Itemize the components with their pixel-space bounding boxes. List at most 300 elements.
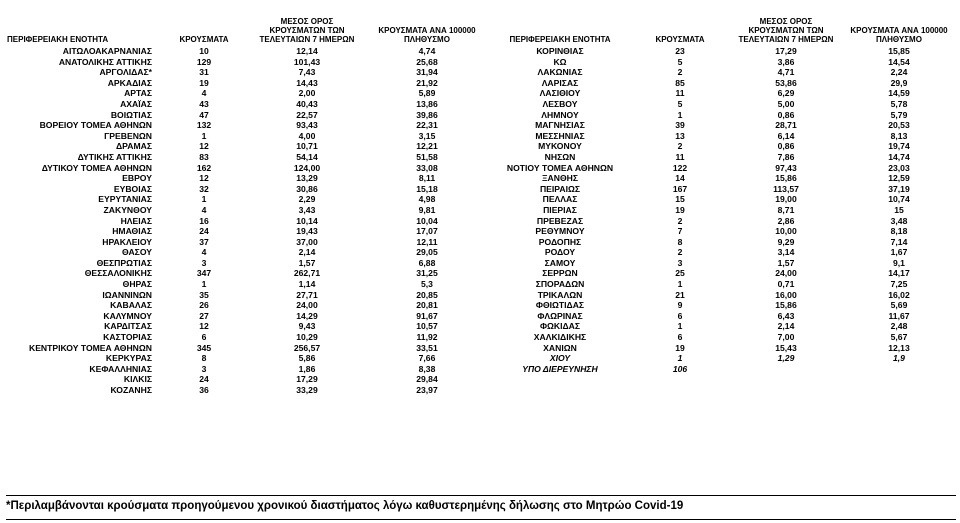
cell-7day-average: 2,14 — [777, 321, 795, 332]
cell-cases: 6 — [677, 332, 683, 343]
cell-cases: 3 — [677, 257, 683, 268]
cell-7day-average: 14,43 — [296, 77, 318, 88]
cell-7day-average: 4,00 — [298, 130, 316, 141]
table-row — [6, 46, 492, 57]
cell-cases: 6 — [201, 332, 207, 343]
cell-7day-average: 10,29 — [296, 332, 318, 343]
table-row — [490, 300, 956, 311]
cell-region: ΧΑΝΙΩΝ — [543, 342, 577, 353]
cell-7day-average: 2,29 — [298, 194, 316, 205]
cell-cases-per-100k: 9,81 — [418, 204, 436, 215]
cell-region: ΧΙΟΥ — [549, 353, 571, 364]
cell-region: ΠΡΕΒΕΖΑΣ — [536, 215, 584, 226]
cell-region: ΣΑΜΟΥ — [544, 257, 576, 268]
cell-region: ΗΡΑΚΛΕΙΟΥ — [102, 236, 152, 247]
cell-cases-per-100k: 8,13 — [890, 130, 908, 141]
cell-cases: 11 — [675, 151, 685, 162]
cell-region: ΦΛΩΡΙΝΑΣ — [537, 310, 583, 321]
table-row — [490, 110, 956, 121]
cell-cases: 132 — [196, 120, 212, 131]
cell-7day-average: 5,86 — [298, 353, 316, 364]
cell-cases: 24 — [199, 226, 209, 237]
cell-cases: 19 — [675, 342, 685, 353]
cell-cases: 10 — [199, 46, 209, 56]
cell-region: ΛΑΡΙΣΑΣ — [541, 77, 579, 88]
cell-cases: 8 — [677, 236, 683, 247]
cell-cases-per-100k: 39,86 — [416, 109, 438, 120]
table-row — [6, 88, 492, 99]
cell-cases: 106 — [672, 363, 688, 374]
cell-region: ΡΕΘΥΜΝΟΥ — [535, 226, 585, 237]
cell-region: ΑΡΤΑΣ — [124, 88, 152, 99]
cell-region: ΚΩ — [553, 56, 567, 67]
cell-cases-per-100k: 3,48 — [890, 215, 908, 226]
cell-cases-per-100k: 5,3 — [421, 279, 433, 290]
table-row — [490, 78, 956, 89]
cell-7day-average: 6,29 — [777, 88, 795, 99]
cell-region: ΦΘΙΩΤΙΔΑΣ — [535, 300, 585, 311]
cell-region: ΔΡΑΜΑΣ — [116, 141, 152, 152]
table-row — [6, 364, 492, 375]
cell-region: ΠΕΛΛΑΣ — [542, 194, 578, 205]
header-cases: ΚΡΟΥΣΜΑΤΑ — [179, 35, 229, 44]
cell-cases: 122 — [672, 162, 688, 173]
cell-7day-average: 54,14 — [296, 151, 318, 162]
cell-cases: 9 — [677, 300, 683, 311]
cell-cases: 11 — [675, 88, 685, 99]
table-row — [490, 67, 956, 78]
cell-cases: 26 — [199, 300, 209, 311]
cell-cases-per-100k: 12,21 — [416, 141, 438, 152]
table-row — [6, 353, 492, 364]
table-row — [6, 67, 492, 78]
cell-cases-per-100k: 19,74 — [888, 141, 910, 152]
cell-cases: 129 — [196, 56, 212, 67]
cell-7day-average: 19,43 — [296, 226, 318, 237]
table-row — [490, 194, 956, 205]
cell-7day-average: 19,00 — [775, 194, 797, 205]
cell-7day-average: 1,86 — [298, 363, 316, 374]
footnote: *Περιλαμβάνονται κρούσματα προηγούμενου χρονικού διαστήματος λόγω καθυστερημένης δήλωσης στο Μητρώο Covid-19 — [6, 500, 684, 512]
cell-cases: 6 — [677, 310, 683, 321]
cell-cases-per-100k: 9,1 — [893, 257, 905, 268]
table-row — [490, 173, 956, 184]
cell-7day-average: 124,00 — [293, 162, 321, 173]
cell-cases: 83 — [199, 151, 209, 162]
cell-cases: 7 — [677, 226, 683, 237]
cell-cases: 2 — [677, 215, 683, 226]
cell-cases: 35 — [199, 289, 209, 300]
cell-cases-per-100k: 15,18 — [416, 183, 438, 194]
cell-cases-per-100k: 5,78 — [890, 98, 908, 109]
cell-cases: 345 — [196, 342, 212, 353]
cell-7day-average: 1,14 — [298, 279, 316, 290]
table-row — [490, 141, 956, 152]
cases-table-left — [6, 6, 492, 396]
cell-cases-per-100k: 7,14 — [890, 236, 908, 247]
cell-cases-per-100k: 14,54 — [888, 56, 910, 67]
cell-7day-average: 53,86 — [775, 77, 797, 88]
cell-cases: 36 — [199, 385, 209, 395]
table-row — [6, 311, 492, 322]
cell-region: ΓΡΕΒΕΝΩΝ — [104, 130, 152, 141]
cell-region: ΕΥΒΟΙΑΣ — [113, 183, 152, 194]
cell-7day-average: 10,14 — [296, 215, 318, 226]
cell-cases: 4 — [201, 204, 207, 215]
cell-7day-average: 3,14 — [777, 247, 795, 258]
cell-7day-average: 2,86 — [777, 215, 795, 226]
cell-7day-average: 7,00 — [777, 332, 795, 343]
cell-cases-per-100k: 91,67 — [416, 310, 438, 321]
cell-region: ΡΟΔΟΥ — [544, 247, 576, 258]
cell-cases-per-100k: 5,89 — [418, 88, 436, 99]
cell-region: ΛΑΚΩΝΙΑΣ — [537, 67, 583, 78]
cell-region: ΔΥΤΙΚΗΣ ΑΤΤΙΚΗΣ — [77, 151, 152, 162]
cell-cases-per-100k: 7,25 — [890, 279, 908, 290]
cell-cases-per-100k: 5,79 — [890, 109, 908, 120]
cell-7day-average: 4,71 — [777, 67, 795, 78]
cell-7day-average: 0,86 — [777, 109, 795, 120]
table-row — [490, 88, 956, 99]
cell-7day-average: 2,00 — [298, 88, 316, 99]
table-row — [490, 311, 956, 322]
cell-cases: 15 — [675, 194, 685, 205]
cell-cases-per-100k: 20,81 — [416, 300, 438, 311]
cell-cases-per-100k: 5,67 — [890, 332, 908, 343]
cell-7day-average: 15,86 — [775, 173, 797, 184]
cell-cases-per-100k: 20,85 — [416, 289, 438, 300]
cell-cases: 1 — [677, 353, 683, 364]
cell-cases: 16 — [199, 215, 209, 226]
cell-cases: 5 — [677, 56, 683, 67]
table-row — [6, 279, 492, 290]
cell-cases: 1 — [201, 279, 207, 290]
cell-cases-per-100k: 10,57 — [416, 321, 438, 332]
cell-cases: 12 — [199, 141, 209, 152]
cell-cases: 12 — [199, 321, 209, 332]
table-row — [6, 57, 492, 68]
cell-7day-average: 10,71 — [296, 141, 318, 152]
footnote-divider-bottom — [6, 519, 956, 520]
cell-cases-per-100k: 15,85 — [888, 46, 910, 56]
cell-cases-per-100k: 10,74 — [888, 194, 910, 205]
table-row — [490, 120, 956, 131]
cell-cases-per-100k: 12,59 — [888, 173, 910, 184]
cell-cases: 25 — [675, 268, 685, 279]
table-row — [490, 152, 956, 163]
cell-cases-per-100k: 8,18 — [890, 226, 908, 237]
cell-region: ΣΕΡΡΩΝ — [542, 268, 578, 279]
cell-cases-per-100k: 33,51 — [416, 342, 438, 353]
cell-region: ΙΩΑΝΝΙΝΩΝ — [102, 289, 152, 300]
table-row — [490, 131, 956, 142]
cell-cases-per-100k: 4,98 — [418, 194, 436, 205]
cell-7day-average: 1,57 — [777, 257, 795, 268]
cell-7day-average: 40,43 — [296, 98, 318, 109]
cell-7day-average: 7,86 — [777, 151, 795, 162]
cell-7day-average: 1,57 — [298, 257, 316, 268]
cell-cases: 5 — [677, 98, 683, 109]
cell-cases-per-100k: 20,53 — [888, 120, 910, 131]
table-row — [490, 353, 956, 364]
cell-cases: 23 — [675, 46, 685, 56]
header-cases-per-100k: ΚΡΟΥΣΜΑΤΑ ΑΝΑ 100000 ΠΛΗΘΥΣΜΟ — [850, 26, 948, 44]
cell-cases-per-100k: 14,59 — [888, 88, 910, 99]
cell-cases: 4 — [201, 247, 207, 258]
cell-7day-average: 93,43 — [296, 120, 318, 131]
cell-cases-per-100k: 1,67 — [890, 247, 908, 258]
table-row — [6, 374, 492, 385]
cell-region: ΦΩΚΙΔΑΣ — [539, 321, 581, 332]
cell-7day-average: 1,29 — [777, 353, 795, 364]
cell-7day-average: 15,43 — [775, 342, 797, 353]
cell-region: ΚΟΖΑΝΗΣ — [110, 385, 152, 395]
table-row — [6, 141, 492, 152]
cell-7day-average: 37,00 — [296, 236, 318, 247]
cell-region: ΚΑΡΔΙΤΣΑΣ — [104, 321, 152, 332]
cell-region: ΗΛΕΙΑΣ — [120, 215, 152, 226]
cell-cases-per-100k: 29,9 — [890, 77, 908, 88]
cell-region: ΝΗΣΩΝ — [544, 151, 576, 162]
table-row — [6, 131, 492, 142]
cell-region: ΛΑΣΙΘΙΟΥ — [539, 88, 581, 99]
cell-7day-average: 15,86 — [775, 300, 797, 311]
table-row — [6, 247, 492, 258]
cell-region: ΚΕΡΚΥΡΑΣ — [105, 353, 152, 364]
table-row — [490, 57, 956, 68]
cell-cases: 2 — [677, 247, 683, 258]
table-row — [6, 237, 492, 248]
cell-cases: 3 — [201, 257, 207, 268]
table-row — [6, 226, 492, 237]
table-row — [490, 247, 956, 258]
cell-cases: 1 — [677, 279, 683, 290]
table-row — [490, 46, 956, 57]
cell-cases: 47 — [199, 109, 209, 120]
cell-7day-average: 8,71 — [777, 204, 795, 215]
cell-cases-per-100k: 7,66 — [418, 353, 436, 364]
table-row — [490, 163, 956, 174]
cell-region: ΔΥΤΙΚΟΥ ΤΟΜΕΑ ΑΘΗΝΩΝ — [41, 162, 152, 173]
footnote-divider-top — [6, 495, 956, 496]
cell-cases-per-100k: 10,04 — [416, 215, 438, 226]
cell-7day-average: 14,29 — [296, 310, 318, 321]
cell-cases: 167 — [672, 183, 688, 194]
cell-7day-average: 256,57 — [293, 342, 321, 353]
table-row — [6, 163, 492, 174]
cell-cases: 1 — [677, 321, 683, 332]
table-row — [6, 194, 492, 205]
cell-region: ΚΙΛΚΙΣ — [123, 374, 152, 385]
cell-region: ΠΙΕΡΙΑΣ — [543, 204, 577, 215]
table-row — [6, 321, 492, 332]
table-row — [6, 290, 492, 301]
cell-region: ΜΕΣΣΗΝΙΑΣ — [535, 130, 585, 141]
cell-region: ΘΕΣΠΡΩΤΙΑΣ — [96, 257, 152, 268]
cell-cases: 43 — [199, 98, 209, 109]
cell-cases: 27 — [199, 310, 209, 321]
cell-region: ΛΗΜΝΟΥ — [541, 109, 579, 120]
cell-7day-average: 12,14 — [296, 46, 318, 56]
cell-cases: 24 — [199, 374, 209, 385]
table-row — [490, 332, 956, 343]
header-7day-average: ΜΕΣΟΣ ΟΡΟΣ ΚΡΟΥΣΜΑΤΩΝ ΤΩΝ ΤΕΛΕΥΤΑΙΩΝ 7 ΗΜΕΡΩΝ — [259, 17, 355, 44]
cell-region: ΣΠΟΡΑΔΩΝ — [535, 279, 585, 290]
cell-cases: 1 — [201, 194, 207, 205]
cell-cases: 13 — [675, 130, 685, 141]
cell-cases: 4 — [201, 88, 207, 99]
cell-cases-per-100k: 33,08 — [416, 162, 438, 173]
cell-7day-average: 16,00 — [775, 289, 797, 300]
cell-cases-per-100k: 31,25 — [416, 268, 438, 279]
cell-cases-per-100k: 8,38 — [418, 363, 436, 374]
table-row — [490, 258, 956, 269]
cell-region: ΚΟΡΙΝΘΙΑΣ — [536, 46, 584, 56]
cell-7day-average: 2,14 — [298, 247, 316, 258]
cell-cases-per-100k: 13,86 — [416, 98, 438, 109]
cell-cases: 1 — [201, 130, 207, 141]
table-row — [490, 279, 956, 290]
cell-cases-per-100k: 37,19 — [888, 183, 910, 194]
cell-7day-average: 7,43 — [298, 67, 316, 78]
cell-7day-average — [730, 364, 842, 375]
cell-cases-per-100k: 3,15 — [418, 130, 436, 141]
cell-cases-per-100k: 2,24 — [890, 67, 908, 78]
cell-cases-per-100k: 5,69 — [890, 300, 908, 311]
cell-cases-per-100k: 1,9 — [893, 353, 905, 364]
cell-7day-average: 3,86 — [777, 56, 795, 67]
cell-cases: 347 — [196, 268, 212, 279]
cell-7day-average: 9,43 — [298, 321, 316, 332]
cell-region: ΒΟΙΩΤΙΑΣ — [110, 109, 152, 120]
cell-cases: 12 — [199, 173, 209, 184]
table-row — [6, 205, 492, 216]
cell-region: ΗΜΑΘΙΑΣ — [112, 226, 152, 237]
cell-region: ΧΑΛΚΙΔΙΚΗΣ — [533, 332, 587, 343]
cell-7day-average: 6,43 — [777, 310, 795, 321]
table-row — [6, 78, 492, 89]
table-row — [6, 343, 492, 354]
cell-region: ΑΙΤΩΛΟΑΚΑΡΝΑΝΙΑΣ — [62, 46, 152, 56]
cell-region: ΑΧΑΪΑΣ — [120, 98, 152, 109]
table-row — [6, 258, 492, 269]
cell-region: ΑΝΑΤΟΛΙΚΗΣ ΑΤΤΙΚΗΣ — [58, 56, 152, 67]
header-region: ΠΕΡΙΦΕΡΕΙΑΚΗ ΕΝΟΤΗΤΑ — [7, 35, 109, 44]
cell-cases: 162 — [196, 162, 212, 173]
cell-cases: 39 — [675, 120, 685, 131]
cell-region: ΘΑΣΟΥ — [122, 247, 152, 258]
cell-region: ΚΑΛΥΜΝΟΥ — [103, 310, 152, 321]
cell-cases-per-100k: 29,84 — [416, 374, 438, 385]
cell-region: ΖΑΚΥΝΘΟΥ — [103, 204, 152, 215]
cell-cases: 14 — [675, 173, 685, 184]
cell-region: ΒΟΡΕΙΟΥ ΤΟΜΕΑ ΑΘΗΝΩΝ — [39, 120, 152, 131]
cell-cases: 2 — [677, 141, 683, 152]
table-row — [490, 321, 956, 332]
cell-region: ΜΥΚΟΝΟΥ — [538, 141, 582, 152]
table-row — [490, 268, 956, 279]
cell-cases-per-100k: 4,74 — [418, 46, 436, 56]
cell-cases: 3 — [201, 363, 207, 374]
cell-7day-average: 97,43 — [775, 162, 797, 173]
cell-region: ΝΟΤΙΟΥ ΤΟΜΕΑ ΑΘΗΝΩΝ — [506, 162, 614, 173]
cell-cases: 2 — [677, 67, 683, 78]
cell-cases-per-100k: 14,74 — [888, 151, 910, 162]
cell-cases-per-100k: 23,03 — [888, 162, 910, 173]
cell-region: ΕΒΡΟΥ — [122, 173, 152, 184]
table-row — [6, 120, 492, 131]
cell-cases-per-100k: 11,67 — [888, 310, 910, 321]
table-row — [6, 300, 492, 311]
cell-cases-per-100k: 12,11 — [416, 236, 438, 247]
cell-region: ΥΠΟ ΔΙΕΡΕΥΝΗΣΗ — [522, 363, 598, 374]
table-header-row — [6, 6, 492, 46]
cell-7day-average: 24,00 — [775, 268, 797, 279]
header-cases-per-100k: ΚΡΟΥΣΜΑΤΑ ΑΝΑ 100000 ΠΛΗΘΥΣΜΟ — [378, 26, 476, 44]
cell-region: ΚΕΦΑΛΛΗΝΙΑΣ — [89, 363, 152, 374]
cell-cases-per-100k: 16,02 — [888, 289, 910, 300]
table-row — [6, 268, 492, 279]
cell-region: ΞΑΝΘΗΣ — [542, 173, 578, 184]
cell-cases: 19 — [199, 77, 209, 88]
cell-7day-average: 13,29 — [296, 173, 318, 184]
cell-cases-per-100k: 6,88 — [418, 257, 436, 268]
table-row — [490, 184, 956, 195]
cell-7day-average: 6,14 — [777, 130, 795, 141]
cell-cases-per-100k: 15 — [894, 204, 904, 215]
cell-cases-per-100k: 31,94 — [416, 67, 438, 78]
cell-cases-per-100k: 51,58 — [416, 151, 438, 162]
header-cases: ΚΡΟΥΣΜΑΤΑ — [655, 35, 705, 44]
table-row — [6, 216, 492, 227]
cell-cases-per-100k: 25,68 — [416, 56, 438, 67]
table-row — [6, 385, 492, 396]
cell-region: ΚΕΝΤΡΙΚΟΥ ΤΟΜΕΑ ΑΘΗΝΩΝ — [28, 342, 152, 353]
cell-cases: 1 — [677, 109, 683, 120]
cell-cases-per-100k: 8,11 — [418, 173, 436, 184]
cell-cases-per-100k: 2,48 — [890, 321, 908, 332]
cell-7day-average: 0,86 — [777, 141, 795, 152]
cell-7day-average: 262,71 — [293, 268, 321, 279]
cell-cases: 32 — [199, 183, 209, 194]
cell-7day-average: 10,00 — [775, 226, 797, 237]
cell-region: ΑΡΓΟΛΙΔΑΣ* — [99, 67, 152, 78]
cell-cases: 85 — [675, 77, 685, 88]
cell-cases: 31 — [199, 67, 209, 78]
table-row — [490, 364, 956, 375]
cell-region: ΤΡΙΚΑΛΩΝ — [537, 289, 583, 300]
cell-7day-average: 17,29 — [775, 46, 797, 56]
cell-region: ΛΕΣΒΟΥ — [542, 98, 578, 109]
table-row — [490, 99, 956, 110]
cell-region: ΚΑΒΑΛΑΣ — [110, 300, 152, 311]
cell-region: ΘΕΣΣΑΛΟΝΙΚΗΣ — [84, 268, 152, 279]
cell-cases: 21 — [675, 289, 685, 300]
cell-cases-per-100k: 23,97 — [416, 385, 438, 395]
cell-cases-per-100k: 14,17 — [888, 268, 910, 279]
cell-cases-per-100k: 12,13 — [888, 342, 910, 353]
cell-region: ΠΕΙΡΑΙΩΣ — [539, 183, 581, 194]
table-row — [490, 226, 956, 237]
table-row — [490, 237, 956, 248]
cell-7day-average: 0,71 — [777, 279, 795, 290]
cell-region: ΘΗΡΑΣ — [122, 279, 152, 290]
cell-cases: 37 — [199, 236, 209, 247]
cell-region: ΜΑΓΝΗΣΙΑΣ — [535, 120, 585, 131]
table-row — [490, 290, 956, 301]
cell-region: ΡΟΔΟΠΗΣ — [538, 236, 582, 247]
table-row — [6, 152, 492, 163]
